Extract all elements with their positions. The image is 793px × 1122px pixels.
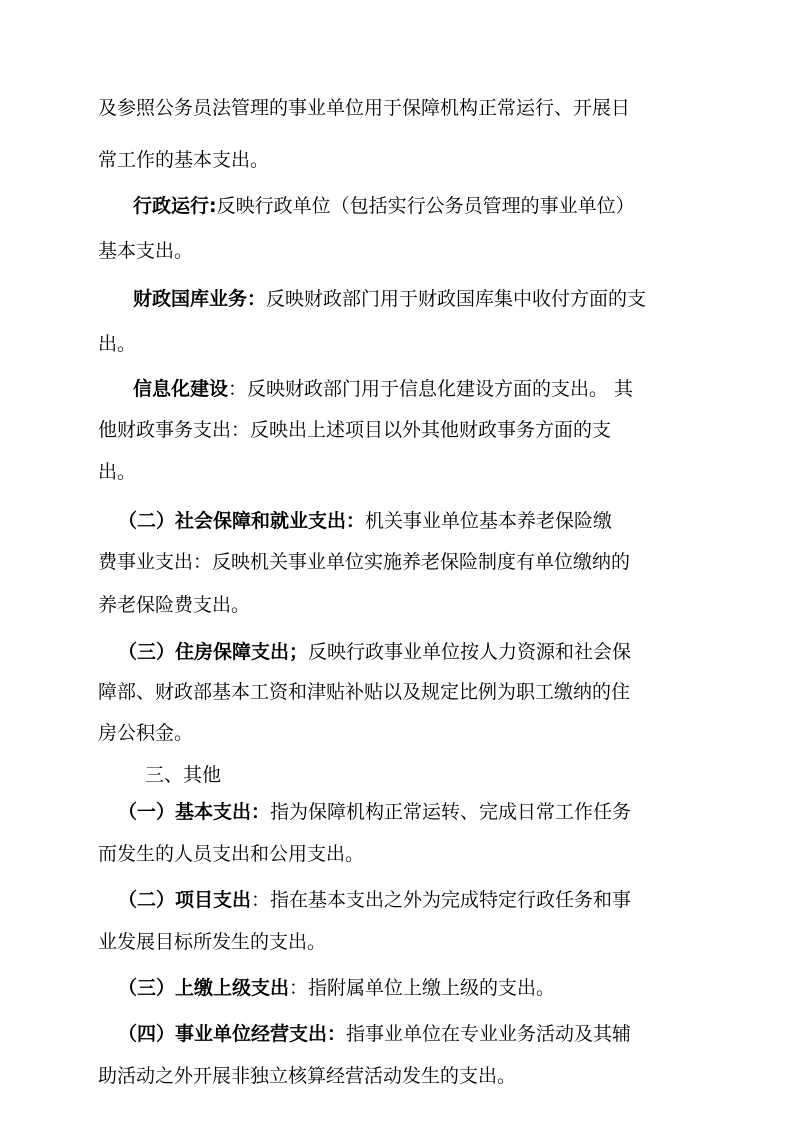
- bold-heading-text: 财政国库业务：: [133, 288, 267, 310]
- text-line: [98, 724, 193, 743]
- body-text: 而发生的人员支出和公用支出。: [98, 843, 365, 865]
- body-text: 及参照公务员法管理的事业单位用于保障机构正常运行、开展日: [98, 97, 631, 119]
- bold-heading-text: 行政运行:: [133, 195, 217, 217]
- bold-heading-text: （三）住房保障支出；: [118, 641, 309, 663]
- body-text: 出。: [98, 333, 137, 355]
- body-text: 指为保障机构正常运转、完成日常工作任务: [270, 801, 632, 823]
- text-line: [98, 845, 364, 864]
- bold-heading-text: （四）事业单位经营支出：: [118, 1023, 347, 1045]
- body-text: 基本支出。: [98, 240, 194, 262]
- text-line: [98, 335, 136, 354]
- body-text: 反映行政事业单位按人力资源和社会保: [308, 641, 632, 663]
- body-text: 房公积金。: [98, 722, 194, 744]
- bold-heading-text: （二）项目支出: [118, 889, 252, 911]
- body-text: 助活动之外开展非独立核算经营活动发生的支出。: [98, 1065, 517, 1087]
- text-line: [118, 512, 612, 531]
- body-text: 反映行政单位（包括实行公务员管理的事业单位）: [216, 195, 635, 217]
- body-text: 出。: [98, 461, 137, 483]
- text-line: [98, 553, 630, 572]
- bold-heading-text: （一）基本支出：: [118, 801, 271, 823]
- text-line: [98, 463, 136, 482]
- text-line: [98, 242, 193, 261]
- text-line: [133, 380, 633, 399]
- text-line: [98, 1067, 516, 1086]
- body-text: 业发展目标所发生的支出。: [98, 931, 327, 953]
- body-text: 反映财政部门用于财政国库集中收付方面的支: [266, 288, 647, 310]
- body-text: 他财政事务支出：反映出上述项目以外其他财政事务方面的支: [98, 419, 612, 441]
- text-line: [133, 197, 635, 216]
- body-text: ：指附属单位上缴上级的支出。: [289, 977, 556, 999]
- text-line: [98, 99, 630, 118]
- text-line: [145, 766, 221, 785]
- body-text: ：指在基本支出之外为完成特定行政任务和事: [251, 889, 632, 911]
- body-text: 三、其他: [145, 764, 222, 786]
- text-line: [133, 290, 646, 309]
- body-text: 指事业单位在专业业务活动及其辅: [346, 1023, 632, 1045]
- text-line: [98, 683, 630, 702]
- text-line: [118, 803, 631, 822]
- text-line: [98, 421, 611, 440]
- bold-heading-text: 信息化建设: [133, 378, 229, 400]
- text-line: [118, 979, 555, 998]
- text-line: [98, 933, 326, 952]
- bold-heading-text: （三）上缴上级支出: [118, 977, 290, 999]
- text-line: [98, 151, 269, 170]
- body-text: 费事业支出：反映机关事业单位实施养老保险制度有单位缴纳的: [98, 551, 631, 573]
- body-text: 机关事业单位基本养老保险缴: [365, 510, 613, 532]
- text-line: [118, 1025, 631, 1044]
- bold-heading-text: （二）社会保障和就业支出：: [118, 510, 366, 532]
- text-line: [118, 891, 631, 910]
- body-text: 养老保险费支出。: [98, 594, 251, 616]
- body-text: 障部、财政部基本工资和津贴补贴以及规定比例为职工缴纳的住: [98, 681, 631, 703]
- body-text: ：反映财政部门用于信息化建设方面的支出。 其: [228, 378, 634, 400]
- text-line: [118, 643, 631, 662]
- text-line: [98, 596, 250, 615]
- body-text: 常工作的基本支出。: [98, 149, 270, 171]
